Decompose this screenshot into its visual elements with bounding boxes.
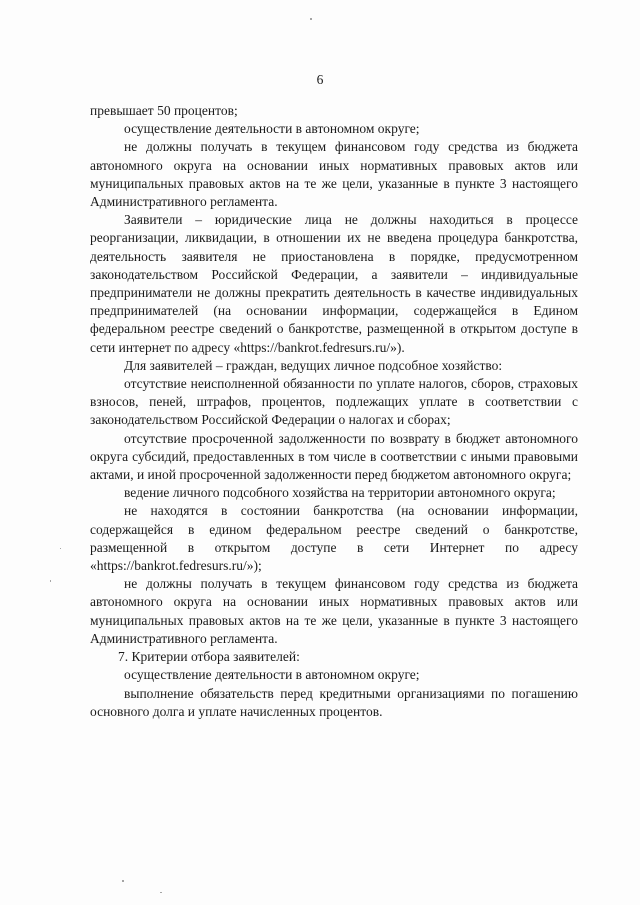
paragraph: отсутствие просроченной задолженности по возврату в бюджет автономного округа субсидий, предоставленных в том числе в соответствии с иными правовыми актами, и иной просроченной задолженности перед бюджетом автономного округа; [90, 430, 578, 483]
scan-speck [160, 892, 162, 893]
document-body [90, 102, 578, 721]
scan-speck [50, 580, 51, 582]
scan-speck [60, 548, 61, 549]
paragraph: отсутствие неисполненной обязанности по уплате налогов, сборов, страховых взносов, пеней, штрафов, процентов, подлежащих уплате в соответствии с законодательством Российской Федерации о налогах и сборах; [90, 376, 578, 428]
paragraph: Заявители – юридические лица не должны находиться в процессе реорганизации, ликвидации, в отношении их не введена процедура банкротства, деятельность заявителя не приостановлена в порядке, предусмотренном законодательством Российской Федерации, а заявители – индивидуальные предприниматели не должны прекратить деятельность в качестве индивидуальных предпринимателей (на основании информации, содержащейся в Едином федеральном реестре сведений о банкротстве, размещенной в открытом доступе в сети интернет по адресу «https://bankrot.fedresurs.ru/»). [90, 212, 578, 355]
paragraph: не должны получать в текущем финансовом году средства из бюджета автономного округа на основании иных нормативных правовых актов или муниципальных правовых актов на те же цели, указанные в пункте 3 настоящего Административного регламента. [90, 139, 578, 210]
paragraph: превышает 50 процентов; [90, 103, 238, 118]
paragraph: не находятся в состоянии банкротства (на основании информации, содержащейся в едином федеральном реестре сведений о банкротстве, размещенной в открытом доступе в сети Интернет по адресу «https://bankrot.fedresurs.ru/»); [90, 503, 578, 574]
scan-speck [122, 880, 124, 882]
paragraph: Для заявителей – граждан, ведущих личное подсобное хозяйство: [124, 357, 503, 373]
paragraph: выполнение обязательств перед кредитными организациями по погашению основного долга и уплате начисленных процентов. [90, 685, 578, 719]
paragraph: ведение личного подсобного хозяйства на территории автономного округа; [124, 485, 556, 501]
scan-speck [310, 18, 312, 20]
page-number: 6 [316, 72, 324, 87]
paragraph: осуществление деятельности в автономном округе; [124, 667, 420, 683]
paragraph: не должны получать в текущем финансовом году средства из бюджета автономного округа на основании иных нормативных правовых актов или муниципальных правовых актов на те же цели, указанные в пункте 3 настоящего Административного регламента. [90, 576, 578, 646]
paragraph: осуществление деятельности в автономном округе; [124, 121, 420, 137]
section-heading: 7. Критерии отбора заявителей: [118, 649, 300, 665]
